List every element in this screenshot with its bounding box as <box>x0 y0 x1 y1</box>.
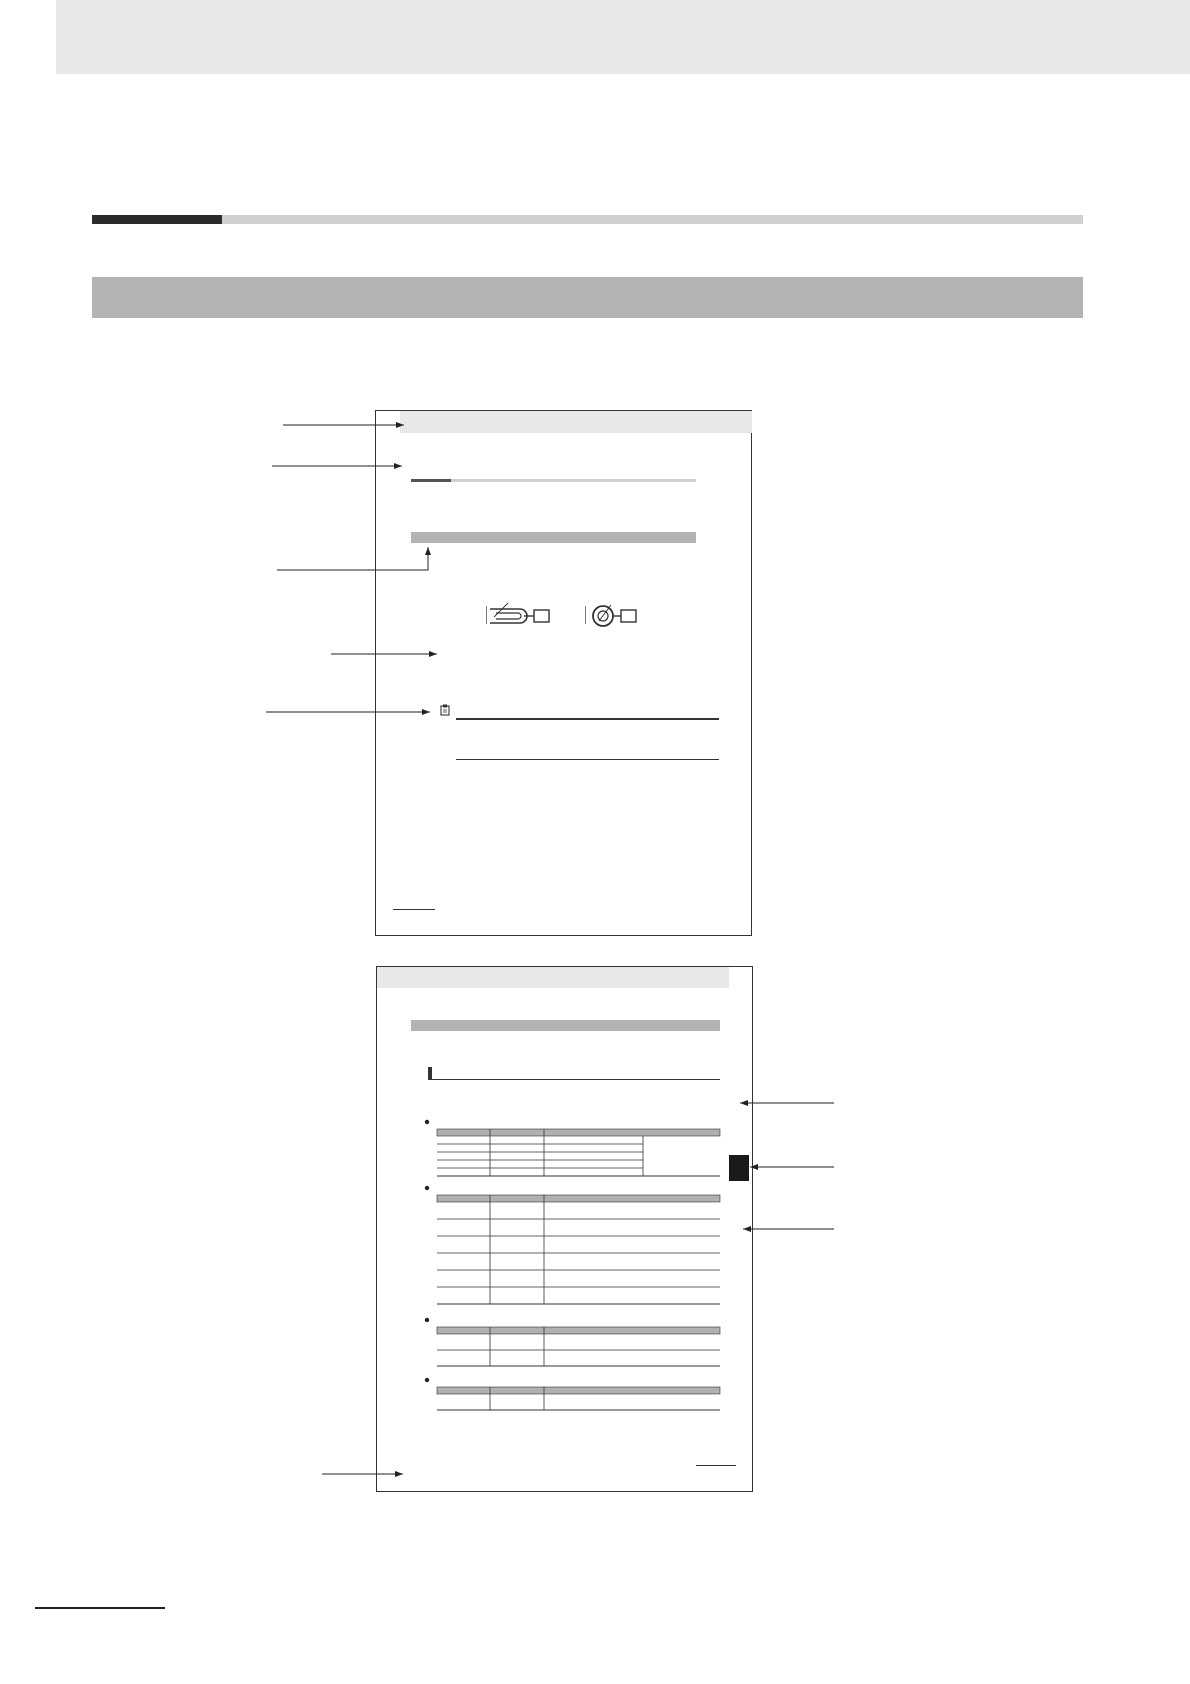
arrow-icon <box>277 547 428 570</box>
